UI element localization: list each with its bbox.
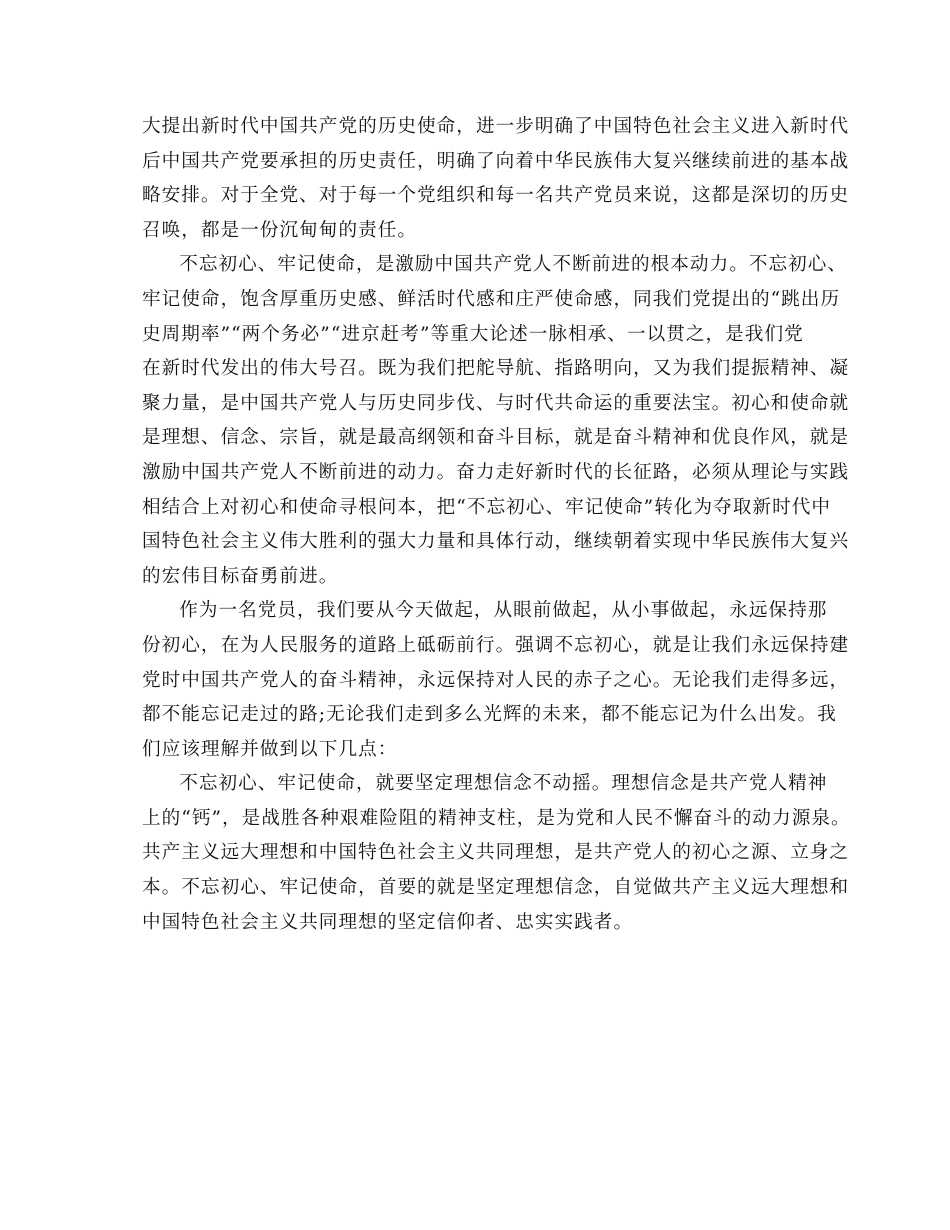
text-line: 不忘初心、牢记使命，是激励中国共产党人不断前进的根本动力。不忘初心、 [179,254,848,276]
paragraph-1 [142,110,850,248]
text-line: 上的“钙”，是战胜各种艰难险阻的精神支柱，是为党和人民不懈奋斗的动力源泉。 [142,807,851,829]
text-line: 份初心，在为人民服务的道路上砥砺前行。强调不忘初心，就是让我们永远保持建 [142,634,850,656]
text-line: 略安排。对于全党、对于每一个党组织和每一名共产党员来说，这都是深切的历史 [142,185,850,207]
text-line: 相结合上对初心和使命寻根问本，把“不忘初心、牢记使命”转化为夺取新时代中 [142,496,831,518]
text-line: 们应该理解并做到以下几点： [142,738,398,760]
text-line: 都不能忘记走过的路;无论我们走到多么光辉的未来，都不能忘记为什么出发。我 [142,704,837,726]
paragraph-3 [142,594,850,767]
document-body [142,110,851,940]
text-line: 聚力量，是中国共产党人与历史同步伐、与时代共命运的重要法宝。初心和使命就 [142,392,850,414]
text-line: 是理想、信念、宗旨，就是最高纲领和奋斗目标，就是奋斗精神和优良作风，就是 [142,427,850,449]
text-line: 在新时代发出的伟大号召。既为我们把舵导航、指路明向，又为我们提振精神、凝 [142,358,850,380]
paragraph-2 [142,248,850,594]
text-line: 史周期率”“两个务必”“进京赶考”等重大论述一脉相承、一以贯之，是我们党 [142,323,804,345]
text-line: 的宏伟目标奋勇前进。 [142,565,339,587]
text-line: 党时中国共产党人的奋斗精神，永远保持对人民的赤子之心。无论我们走得多远， [142,669,850,691]
text-line: 后中国共产党要承担的历史责任，明确了向着中华民族伟大复兴继续前进的基本战 [142,150,850,172]
text-line: 不忘初心、牢记使命，就要坚定理想信念不动摇。理想信念是共产党人精神 [179,773,828,795]
text-line: 大提出新时代中国共产党的历史使命，进一步明确了中国特色社会主义进入新时代 [142,116,850,137]
text-line: 牢记使命，饱含厚重历史感、鲜活时代感和庄严使命感，同我们党提出的“跳出历 [142,288,841,310]
text-line: 召唤，都是一份沉甸甸的责任。 [142,219,418,241]
text-line: 激励中国共产党人不断前进的动力。奋力走好新时代的长征路，必须从理论与实践 [142,461,850,483]
text-line: 中国特色社会主义共同理想的坚定信仰者、忠实实践者。 [142,911,634,933]
text-line: 本。不忘初心、牢记使命，首要的就是坚定理想信念，自觉做共产主义远大理想和 [142,877,850,899]
text-line: 国特色社会主义伟大胜利的强大力量和具体行动，继续朝着实现中华民族伟大复兴 [142,531,850,553]
text-line: 共产主义远大理想和中国特色社会主义共同理想，是共产党人的初心之源、立身之 [142,842,850,864]
paragraph-4 [142,767,851,940]
text-line: 作为一名党员，我们要从今天做起，从眼前做起，从小事做起，永远保持那 [179,600,828,622]
